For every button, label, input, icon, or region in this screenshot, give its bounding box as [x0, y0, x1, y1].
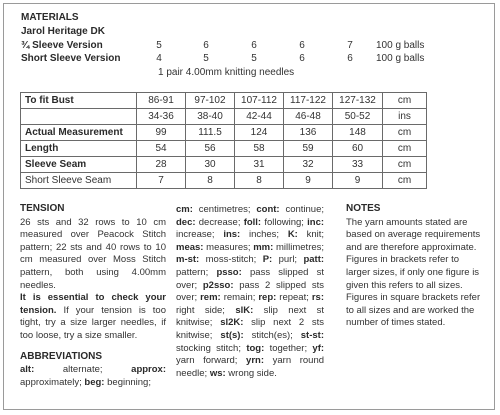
unit-cell: cm [383, 157, 427, 173]
table-cell: 58 [235, 141, 284, 157]
abbr-def: continue; [285, 204, 325, 215]
table-row [21, 141, 427, 157]
abbr-def: remain; [223, 292, 256, 304]
abbr-term: patt: [303, 254, 325, 266]
abbreviations-list-2 [176, 204, 324, 380]
abbr-term: st-st: [300, 329, 324, 341]
abbr-def: moss-stitch; [205, 254, 257, 266]
table-cell: 124 [235, 125, 284, 141]
materials-value: 6 [203, 40, 209, 51]
abbr-def: knit; [306, 229, 325, 241]
notes-column [346, 203, 484, 330]
abbreviations-list-1 [20, 364, 166, 389]
abbr-term: beg: [84, 376, 105, 388]
abbr-def: pass slipped st over; [176, 266, 324, 291]
materials-row [21, 40, 491, 53]
abbr-def: approximately; [20, 376, 82, 388]
materials-unit: 100 g balls [376, 40, 425, 51]
table-cell: 60 [333, 141, 383, 157]
abbr-term: K: [287, 229, 298, 241]
abbr-def: stitch(es); [251, 329, 293, 341]
materials-value: 6 [299, 40, 305, 51]
row-label: Actual Measurement [21, 125, 137, 141]
needles-line: 1 pair 4.00mm knitting needles [158, 67, 295, 78]
abbr-def: pass 2 slipped sts over; [176, 279, 325, 304]
abbr-def: wrong side. [228, 367, 277, 379]
table-cell: 136 [284, 125, 333, 141]
abbr-term: ws: [209, 367, 226, 379]
abbr-def: millimetres; [276, 241, 325, 253]
abbr-term: rem: [200, 292, 221, 304]
abbr-term: yrn: [246, 355, 264, 367]
abbr-term: meas: [176, 241, 204, 253]
table-cell: 42-44 [235, 109, 284, 125]
abbr-term: cont: [256, 204, 280, 215]
table-cell: 30 [186, 157, 235, 173]
sizes-table [20, 92, 427, 189]
table-cell: 7 [137, 173, 186, 189]
abbr-term: P: [262, 254, 273, 266]
abbr-term: p2sso: [202, 279, 234, 291]
abbr-def: together; [269, 342, 308, 354]
materials-value: 6 [299, 53, 305, 64]
tension-check-text [20, 292, 166, 342]
abbr-def: slip next st knitwise; [176, 304, 325, 329]
abbr-def: alternate; [62, 364, 103, 376]
table-cell: 86-91 [137, 93, 186, 109]
table-row [21, 157, 427, 173]
unit-cell: cm [383, 93, 427, 109]
materials-row [21, 53, 491, 66]
table-cell: 97-102 [186, 93, 235, 109]
abbr-term: m-st: [176, 254, 200, 266]
abbr-term: approx: [131, 364, 166, 376]
abbr-def: following; [264, 216, 304, 228]
table-cell: 99 [137, 125, 186, 141]
abbr-def: repeat; [279, 292, 309, 304]
row-label: Sleeve Seam [21, 157, 137, 173]
table-cell: 46-48 [284, 109, 333, 125]
table-row [21, 93, 427, 109]
row-label: Short Sleeve Seam [21, 173, 137, 189]
table-cell: 28 [137, 157, 186, 173]
yarn-name-row [21, 26, 491, 39]
unit-cell: cm [383, 173, 427, 189]
abbr-def: purl; [278, 254, 298, 266]
row-label: Length [21, 141, 137, 157]
abbr-def: slip next 2 sts knitwise; [176, 317, 325, 341]
table-cell: 148 [333, 125, 383, 141]
materials-value: 6 [251, 40, 257, 51]
abbr-def: inches; [248, 229, 280, 241]
table-cell: 107-112 [235, 93, 284, 109]
notes-text: The yarn amounts stated are based on average requirements and are therefore approximate. Figures in brackets refer to larger sizes, if only one figure is given this refers to all sizes. Figures in square brackets refer to all sizes and are worked the number of times stated. [346, 216, 481, 329]
abbr-def: right side; [176, 304, 225, 316]
table-cell: 33 [333, 157, 383, 173]
table-cell: 56 [186, 141, 235, 157]
abbr-term: mm: [253, 241, 274, 253]
abbr-def: yarn round needle; [176, 355, 325, 379]
materials-heading: MATERIALS [21, 12, 79, 23]
tension-heading: TENSION [20, 203, 65, 214]
notes-heading: NOTES [346, 203, 381, 214]
table-cell: 38-40 [186, 109, 235, 125]
materials-value: 5 [156, 40, 162, 51]
row-label [21, 109, 137, 125]
abbr-term: dec: [176, 216, 196, 228]
abbr-term: cm: [176, 204, 193, 215]
abbr-def: stocking stitch; [176, 342, 241, 354]
abbr-term: sl2K: [220, 317, 244, 329]
abbr-term: foll: [243, 216, 262, 228]
unit-cell: ins [383, 109, 427, 125]
abbr-term: rep: [258, 292, 277, 304]
materials-value: 5 [203, 53, 209, 64]
abbr-def: beginning; [107, 376, 151, 388]
table-cell: 127-132 [333, 93, 383, 109]
abbreviations-column [176, 204, 324, 380]
table-cell: 54 [137, 141, 186, 157]
table-cell: 50-52 [333, 109, 383, 125]
abbr-term: ins: [223, 229, 241, 241]
table-cell: 111.5 [186, 125, 235, 141]
abbr-term: rs: [311, 292, 325, 304]
abbr-def: measures; [206, 241, 251, 253]
table-cell: 8 [235, 173, 284, 189]
abbr-term: yf: [312, 342, 325, 354]
table-row [21, 109, 427, 125]
tension-emphasis: It is essential to check your tension. [20, 292, 166, 316]
abbreviations-heading: ABBREVIATIONS [20, 350, 103, 362]
table-cell: 9 [284, 173, 333, 189]
table-row [21, 125, 427, 141]
tension-text: 26 sts and 32 rows to 10 cm measured over Peacock Stitch pattern; 22 sts and 40 rows to 10 cm measured over Moss Stitch pattern, both using 4.00mm needles. [20, 216, 166, 291]
materials-value: 6 [347, 53, 353, 64]
table-cell: 117-122 [284, 93, 333, 109]
tension-column [20, 203, 166, 389]
table-cell: 32 [284, 157, 333, 173]
abbr-def: centimetres; [198, 204, 251, 215]
abbr-def: yarn forward; [176, 355, 238, 367]
abbr-term: psso: [216, 266, 242, 278]
unit-cell: cm [383, 125, 427, 141]
abbr-def: pattern; [176, 266, 209, 278]
abbr-term: inc: [307, 216, 325, 228]
abbr-term: alt: [20, 364, 35, 376]
table-cell: 8 [186, 173, 235, 189]
materials-value: 5 [251, 53, 257, 64]
materials-row-label: ¾ Sleeve Version [21, 40, 103, 51]
table-cell: 31 [235, 157, 284, 173]
materials-unit: 100 g balls [376, 53, 425, 64]
yarn-name: Jarol Heritage DK [21, 26, 105, 37]
table-row [21, 173, 427, 189]
materials-value: 7 [347, 40, 353, 51]
materials-row-label: Short Sleeve Version [21, 53, 121, 64]
table-cell: 59 [284, 141, 333, 157]
abbr-term: tog: [246, 342, 265, 354]
materials-value: 4 [156, 53, 162, 64]
abbr-term: st(s): [220, 329, 244, 341]
unit-cell: cm [383, 141, 427, 157]
table-cell: 9 [333, 173, 383, 189]
abbr-def: increase; [176, 229, 215, 241]
row-label: To fit Bust [21, 93, 137, 109]
abbr-def: decrease; [198, 216, 241, 228]
abbr-term: slK: [235, 304, 254, 316]
table-cell: 34-36 [137, 109, 186, 125]
tension-advice: If your tension is too tight, try a size larger needles, if too loose, try a size smaller. [20, 304, 166, 341]
